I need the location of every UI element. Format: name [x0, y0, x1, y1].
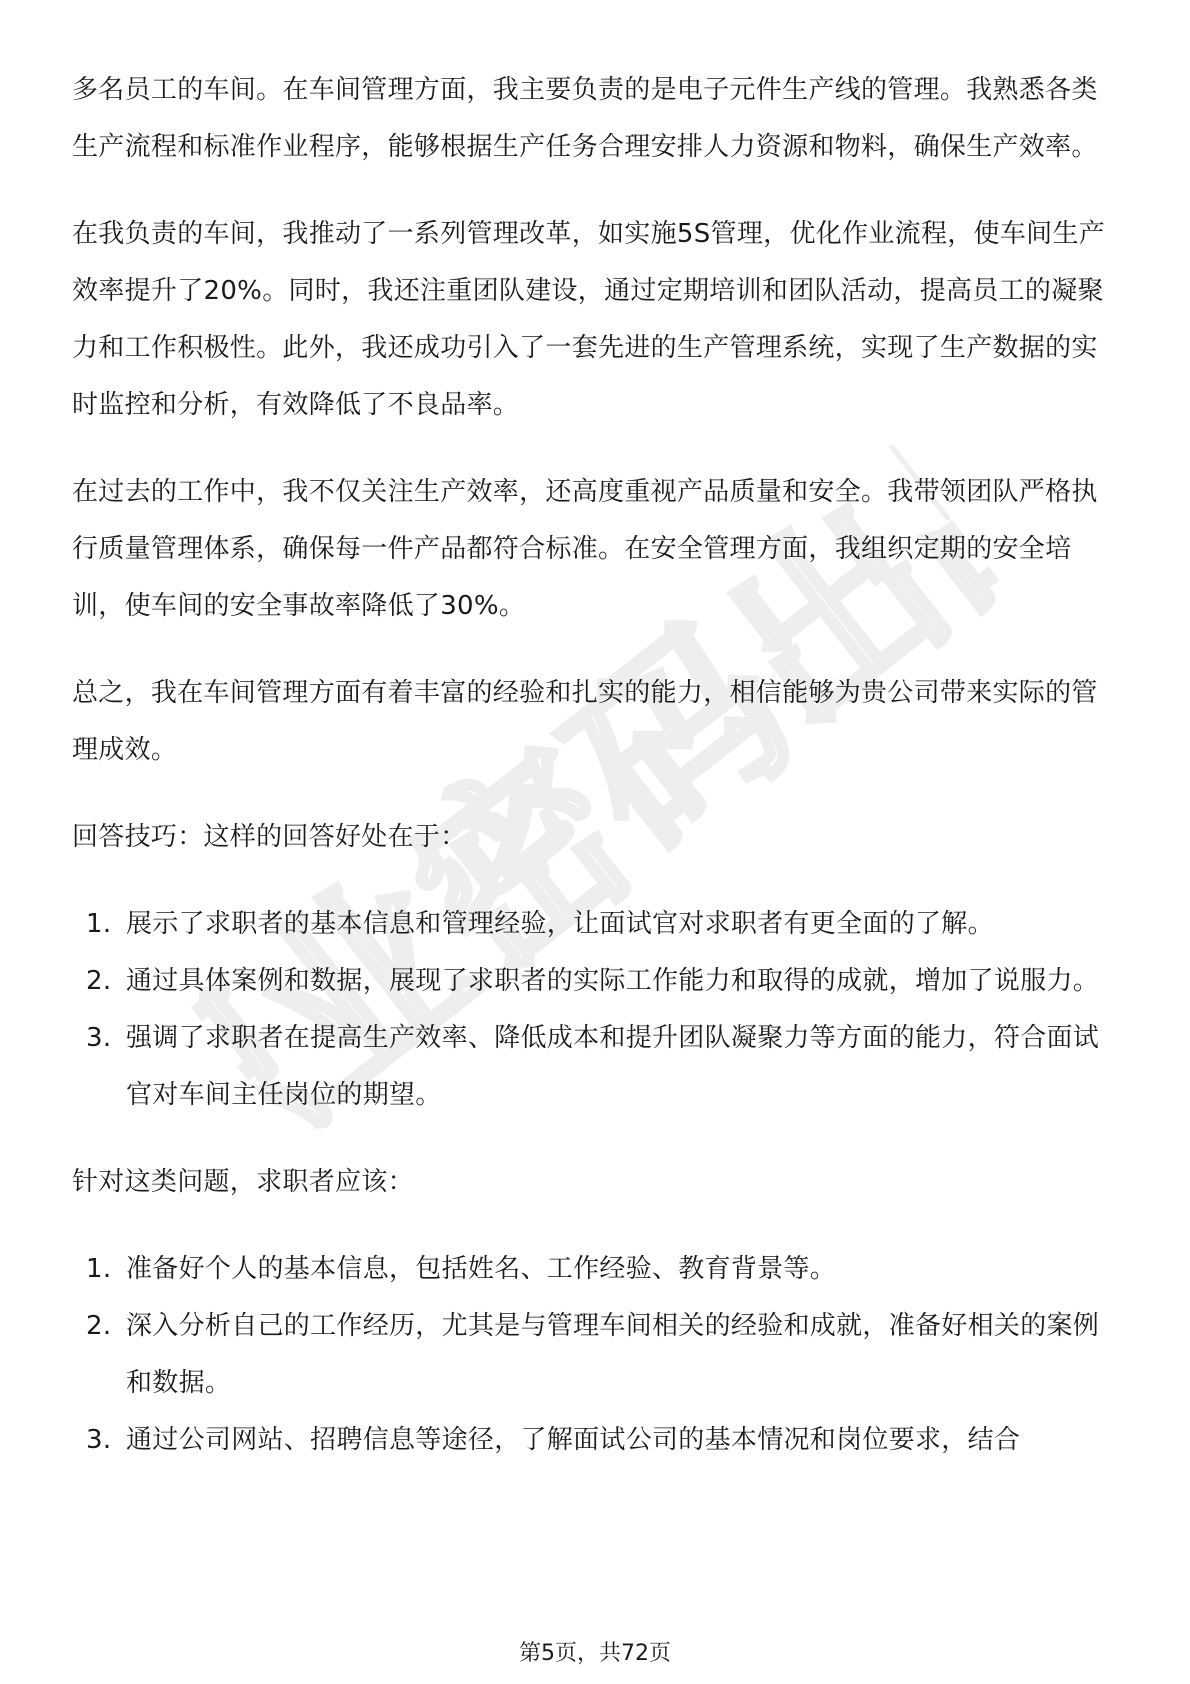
paragraph-4: 总之，我在车间管理方面有着丰富的经验和扎实的能力，相信能够为贵公司带来实际的管理成效。	[72, 678, 1098, 765]
page-footer	[0, 1636, 1190, 1667]
list-text: 深入分析自己的工作经历，尤其是与管理车间相关的经验和成就，准备好相关的案例和数据。	[126, 1311, 1100, 1398]
paragraph-3: 在过去的工作中，我不仅关注生产效率，还高度重视产品质量和安全。我带领团队严格执行质量管理体系，确保每一件产品都符合标准。在安全管理方面，我组织定期的安全培训，使车间的安全事故率降低了30%。	[72, 477, 1098, 621]
paragraph-2: 在我负责的车间，我推动了一系列管理改革，如实施5S管理，优化作业流程，使车间生产效率提升了20%。同时，我还注重团队建设，通过定期培训和团队活动，提高员工的凝聚力和工作积极性。此外，我还成功引入了一套先进的生产管理系统，实现了生产数据的实时监控和分析，有效降低了不良品率。	[72, 219, 1106, 420]
list-item	[72, 953, 1122, 1010]
tips-list	[72, 896, 1122, 1124]
list-text: 通过具体案例和数据，展现了求职者的实际工作能力和取得的成就，增加了说服力。	[126, 966, 1100, 996]
list-item	[72, 1241, 1122, 1298]
list-text: 强调了求职者在提高生产效率、降低成本和提升团队凝聚力等方面的能力，符合面试官对车间主任岗位的期望。	[126, 1023, 1100, 1110]
list-text: 准备好个人的基本信息，包括姓名、工作经验、教育背景等。	[126, 1254, 837, 1284]
advice-heading: 针对这类问题，求职者应该：	[72, 1167, 414, 1197]
tips-heading: 回答技巧：这样的回答好处在于：	[72, 822, 467, 852]
document-body	[72, 24, 1122, 1499]
list-number: 3.	[86, 1425, 112, 1455]
list-number: 2.	[86, 1311, 112, 1341]
list-item	[72, 1298, 1122, 1412]
list-number: 2.	[86, 966, 112, 996]
list-item	[72, 1010, 1122, 1124]
advice-list	[72, 1241, 1122, 1469]
list-number: 1.	[86, 909, 112, 939]
list-text: 展示了求职者的基本信息和管理经验，让面试官对求职者有更全面的了解。	[126, 909, 994, 939]
list-text: 通过公司网站、招聘信息等途径，了解面试公司的基本情况和岗位要求，结合	[126, 1425, 1021, 1455]
list-item	[72, 896, 1122, 953]
list-item	[72, 1412, 1122, 1469]
list-number: 3.	[86, 1023, 112, 1053]
list-number: 1.	[86, 1254, 112, 1284]
page-number: 第5页，共72页	[519, 1641, 671, 1666]
paragraph-1: 多名员工的车间。在车间管理方面，我主要负责的是电子元件生产线的管理。我熟悉各类生产流程和标准作业程序，能够根据生产任务合理安排人力资源和物料，确保生产效率。	[72, 75, 1098, 162]
watermark-text: 职业密码出品	[134, 381, 1066, 1219]
